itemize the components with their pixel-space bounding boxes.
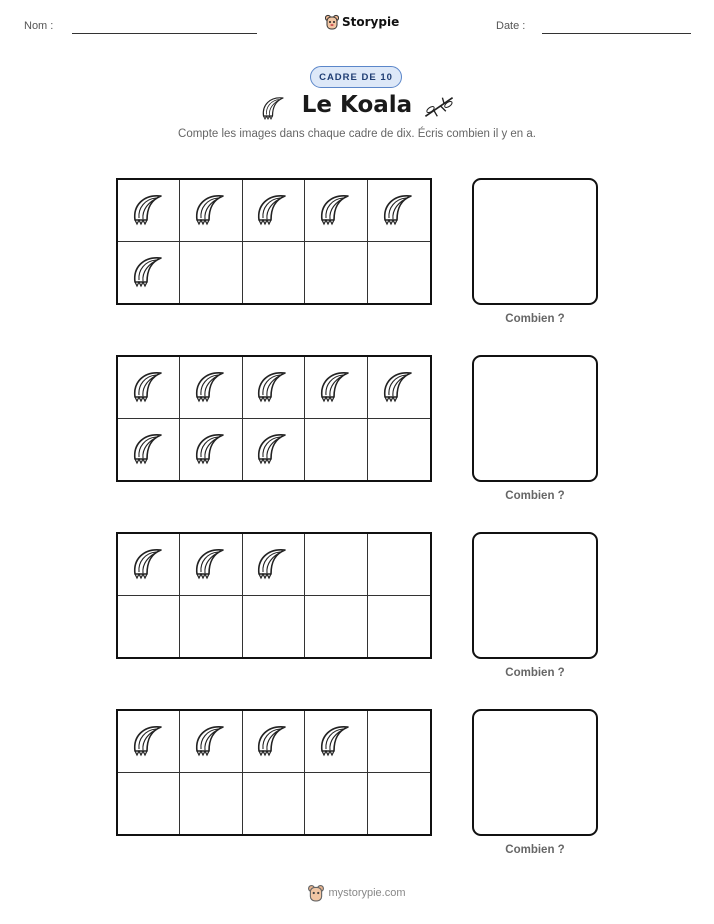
koala-claw-icon — [129, 542, 169, 587]
koala-claw-icon — [253, 427, 293, 472]
koala-claw-icon — [191, 719, 231, 764]
frame-cell — [305, 534, 367, 596]
frame-cell — [305, 180, 367, 242]
frame-cell — [118, 419, 180, 481]
brand-name: Storypie — [342, 15, 400, 29]
frame-cell — [180, 357, 242, 419]
frame-cell — [243, 596, 305, 658]
answer-box[interactable] — [472, 355, 598, 482]
storypie-mascot-icon — [325, 14, 339, 30]
koala-claw-icon — [253, 719, 293, 764]
koala-claw-icon — [191, 188, 231, 233]
frame-cell — [118, 596, 180, 658]
storypie-mascot-icon — [308, 884, 324, 902]
frame-cell — [180, 534, 242, 596]
ten-frame — [116, 178, 432, 305]
frame-cell — [368, 534, 430, 596]
koala-claw-icon — [191, 542, 231, 587]
koala-claw-icon — [316, 719, 356, 764]
koala-claw-icon — [253, 188, 293, 233]
frame-cell — [305, 242, 367, 304]
combien-label: Combien ? — [505, 313, 565, 325]
frame-cell — [118, 242, 180, 304]
date-line[interactable] — [542, 33, 691, 34]
frame-cell — [305, 357, 367, 419]
frame-cell — [368, 180, 430, 242]
koala-claw-icon — [129, 250, 169, 295]
frame-cell — [368, 419, 430, 481]
eucalyptus-branch-icon — [422, 92, 456, 122]
frame-cell — [180, 773, 242, 835]
name-label: Nom : — [24, 20, 54, 32]
koala-claw-icon — [129, 719, 169, 764]
ten-frame — [116, 355, 432, 482]
koala-claw-icon — [316, 188, 356, 233]
frame-cell — [368, 357, 430, 419]
frame-cell — [305, 596, 367, 658]
worksheet-type-badge: CADRE DE 10 — [310, 66, 402, 88]
ten-frame — [116, 709, 432, 836]
frame-cell — [243, 357, 305, 419]
frame-cell — [243, 419, 305, 481]
frame-cell — [305, 773, 367, 835]
koala-claw-icon — [253, 542, 293, 587]
frame-cell — [118, 711, 180, 773]
date-label: Date : — [496, 20, 526, 32]
koala-claw-icon — [129, 188, 169, 233]
frame-cell — [368, 711, 430, 773]
frame-cell — [243, 773, 305, 835]
name-line[interactable] — [72, 33, 257, 34]
answer-box[interactable] — [472, 532, 598, 659]
ten-frame — [116, 532, 432, 659]
brand-logo — [325, 14, 399, 30]
koala-claw-icon — [129, 365, 169, 410]
page-title: Le Koala — [301, 92, 413, 118]
frame-cell — [243, 711, 305, 773]
koala-claw-icon — [191, 427, 231, 472]
frame-cell — [243, 180, 305, 242]
frame-cell — [305, 711, 367, 773]
frame-cell — [180, 596, 242, 658]
frame-cell — [118, 534, 180, 596]
koala-claw-icon — [379, 188, 419, 233]
frame-cell — [118, 180, 180, 242]
answer-box[interactable] — [472, 178, 598, 305]
frame-cell — [180, 180, 242, 242]
frame-cell — [368, 773, 430, 835]
frame-cell — [118, 773, 180, 835]
frame-cell — [305, 419, 367, 481]
frame-cell — [118, 357, 180, 419]
frame-cell — [368, 596, 430, 658]
koala-claw-icon — [191, 365, 231, 410]
footer-url: mystorypie.com — [328, 887, 406, 899]
combien-label: Combien ? — [505, 490, 565, 502]
combien-label: Combien ? — [505, 667, 565, 679]
koala-claw-icon — [129, 427, 169, 472]
frame-cell — [180, 419, 242, 481]
answer-box[interactable] — [472, 709, 598, 836]
frame-cell — [243, 242, 305, 304]
frame-cell — [180, 711, 242, 773]
frame-cell — [243, 534, 305, 596]
koala-claw-icon — [253, 365, 293, 410]
frame-cell — [180, 242, 242, 304]
footer — [0, 884, 714, 902]
koala-claw-icon — [316, 365, 356, 410]
instructions: Compte les images dans chaque cadre de dix. Écris combien il y en a. — [178, 128, 536, 140]
combien-label: Combien ? — [505, 844, 565, 856]
frame-cell — [368, 242, 430, 304]
koala-claw-icon — [379, 365, 419, 410]
